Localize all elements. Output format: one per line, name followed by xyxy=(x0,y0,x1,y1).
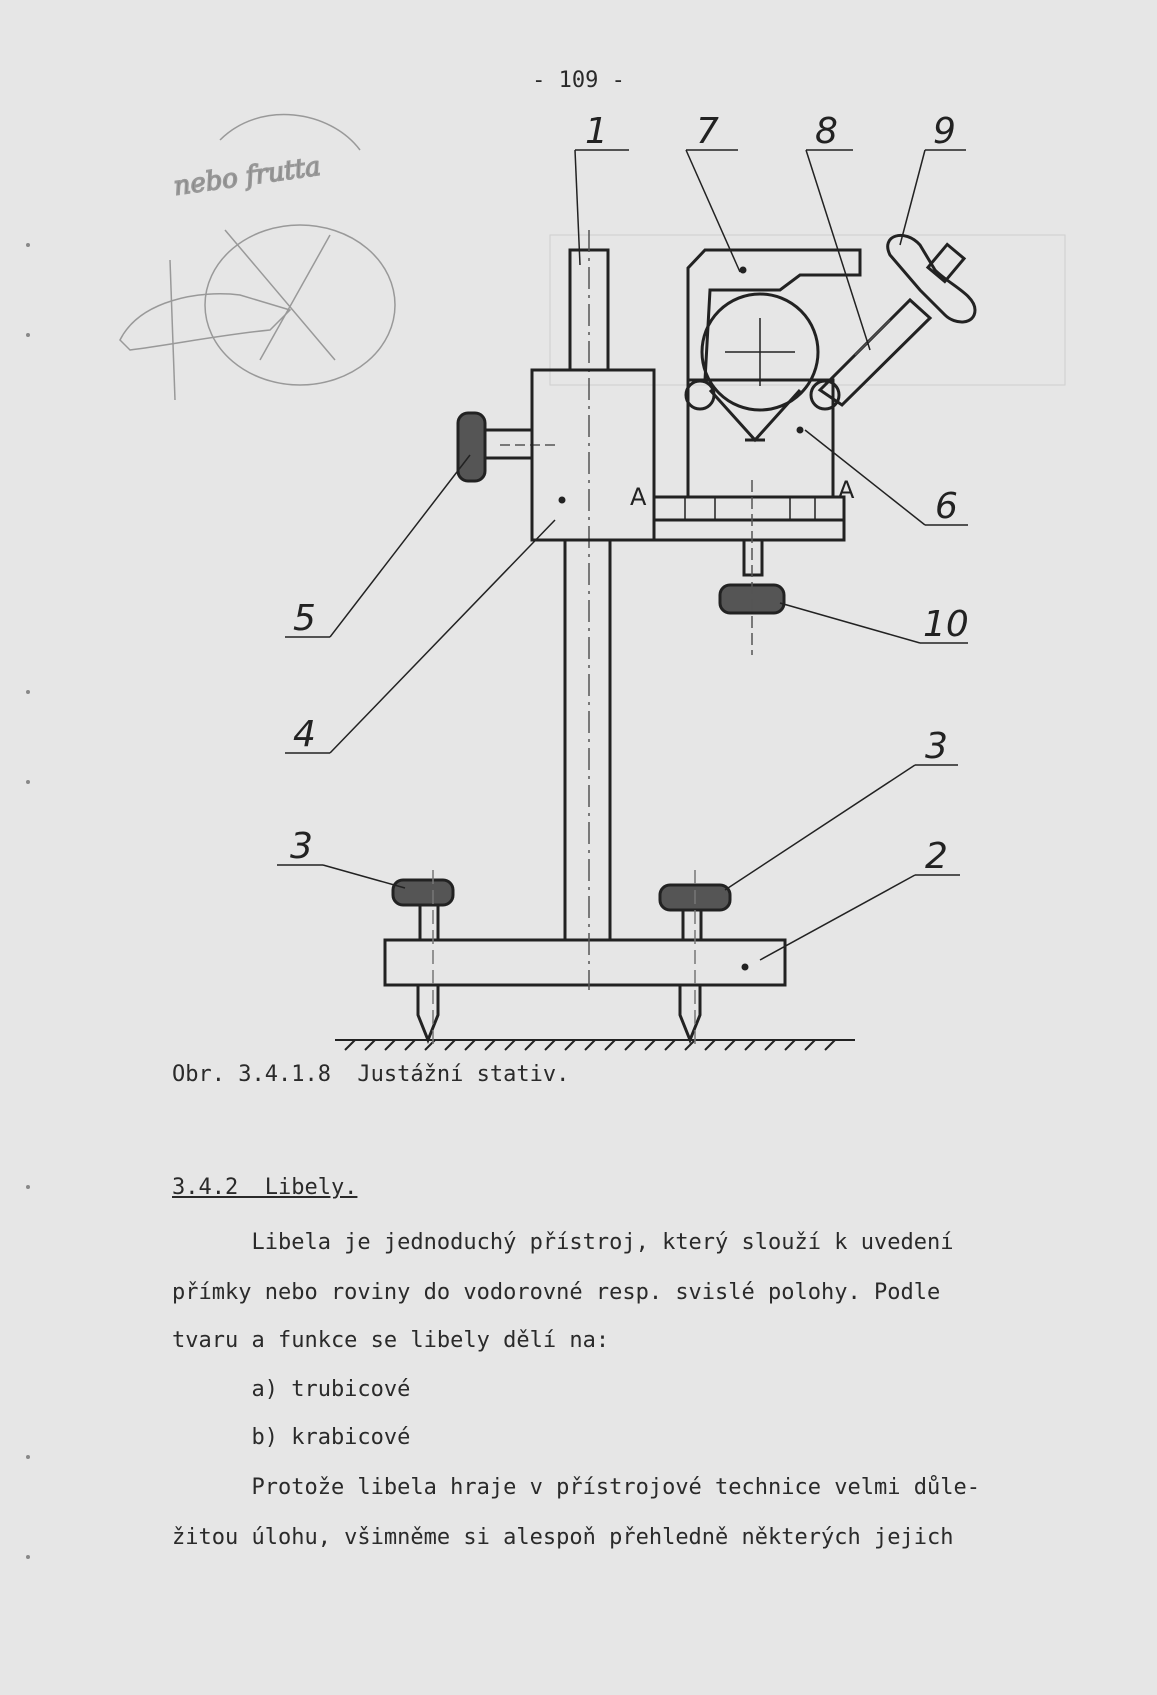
page-number: - 109 - xyxy=(532,68,625,93)
list-item: b) krabicové xyxy=(172,1425,411,1450)
body-line: Libela je jednoduchý přístroj, který slouží k uvedení xyxy=(172,1230,954,1255)
margin-note: nebo frutta xyxy=(171,151,323,202)
stand-column xyxy=(565,230,610,990)
callout-6: 6 xyxy=(935,486,958,527)
sphere xyxy=(702,294,818,410)
body-line: Protože libela hraje v přístrojové technice velmi důle- xyxy=(172,1475,980,1500)
punch-hole-mark xyxy=(26,1455,30,1459)
leader-lines xyxy=(277,150,968,960)
margin-sketch xyxy=(120,115,395,400)
stand-base xyxy=(385,940,785,985)
section-mark-a: A xyxy=(630,483,647,511)
section-heading: 3.4.2 Libely. xyxy=(172,1175,358,1200)
callout-2: 2 xyxy=(925,836,948,877)
leveling-screws xyxy=(393,880,730,910)
punch-hole-mark xyxy=(26,1185,30,1189)
ghost-frame xyxy=(550,235,1065,385)
body-line: přímky nebo roviny do vodorovné resp. svislé polohy. Podle xyxy=(172,1280,941,1305)
punch-hole-mark xyxy=(26,1555,30,1559)
callout-3: 3 xyxy=(290,826,313,867)
callout-3: 3 xyxy=(925,726,948,767)
mount-platform xyxy=(654,497,844,540)
callout-5: 5 xyxy=(293,598,316,639)
section-mark-a: A xyxy=(838,476,855,504)
callout-10: 10 xyxy=(923,604,969,645)
leveling-feet xyxy=(418,905,701,1040)
ground xyxy=(335,1040,855,1050)
list-item: a) trubicové xyxy=(172,1377,411,1402)
callout-9: 9 xyxy=(933,111,956,152)
callout-8: 8 xyxy=(815,111,838,152)
fine-screw xyxy=(720,480,784,655)
body-line: žitou úlohu, všimněme si alespoň přehledně některých jejich xyxy=(172,1525,954,1550)
callout-1: 1 xyxy=(585,111,608,152)
figure-caption: Obr. 3.4.1.8 Justážní stativ. xyxy=(172,1062,570,1087)
callout-7: 7 xyxy=(696,111,719,152)
clamp-screw xyxy=(458,413,532,481)
callout-4: 4 xyxy=(293,714,316,755)
clamp-block xyxy=(500,370,654,540)
body-line: tvaru a funkce se libely dělí na: xyxy=(172,1328,610,1353)
